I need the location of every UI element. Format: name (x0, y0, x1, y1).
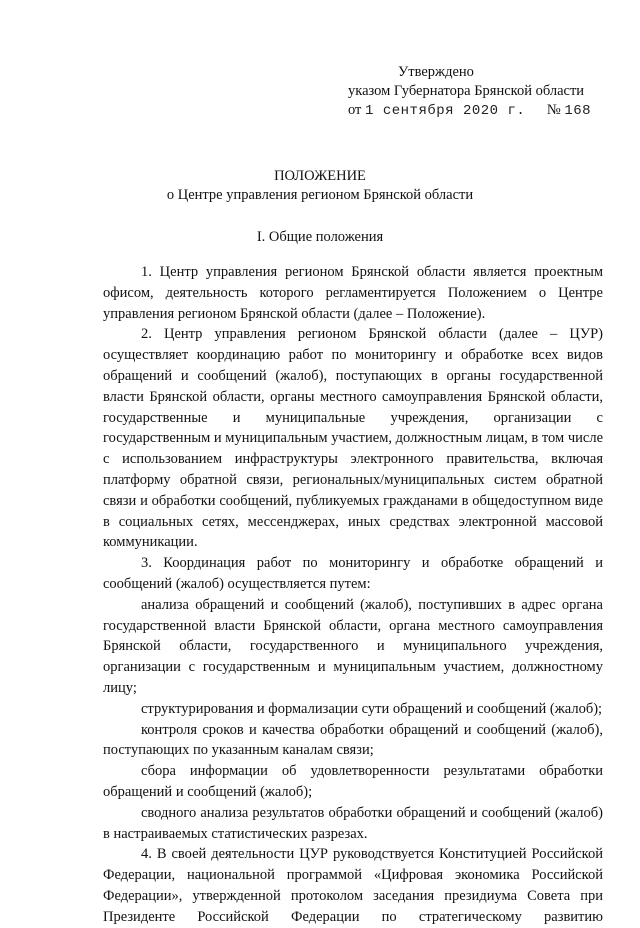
list-item-structuring: структурирования и формализации сути обращений и сообщений (жалоб); (141, 700, 603, 717)
approval-stamp (348, 63, 591, 121)
section-heading: I. Общие положения (256, 229, 384, 245)
paragraph-3: 3. Координация работ по мониторингу и обработке обращений и сообщений (жалоб) осуществляется путем: (103, 555, 603, 592)
document-title: ПОЛОЖЕНИЕ (274, 168, 366, 184)
approval-title: Утверждено (398, 64, 474, 80)
list-item-satisfaction: сбора информации об удовлетворенности результатами обработки обращений и сообщений (жалоб); (103, 763, 603, 800)
list-item-summary: сводного анализа результатов обработки обращений и сообщений (жалоб) в настраиваемых статистических разрезах. (103, 804, 603, 842)
document-body (103, 262, 603, 928)
paragraph-1: 1. Центр управления регионом Брянской области является проектным офисом, деятельность которого регламентируется Положением о Центре управления регионом Брянской области (далее – Положение). (103, 264, 603, 322)
approval-number: 168 (564, 103, 592, 119)
document-subtitle: о Центре управления регионом Брянской области (166, 187, 474, 203)
approval-date-line (348, 101, 591, 121)
list-item-control: контроля сроков и качества обработки обращений и сообщений (жалоб), поступающих по указанным каналам связи; (103, 721, 603, 759)
approval-date: 1 сентября 2020 г. (365, 103, 526, 119)
approval-issuer: указом Губернатора Брянской области (348, 83, 585, 99)
approval-date-prefix: от (348, 102, 362, 118)
paragraph-2: 2. Центр управления регионом Брянской области (далее – ЦУР) осуществляет координацию работ по мониторингу и обработке всех видов обращений и сообщений (жалоб), поступающих в органы государственной власти Брянской области, органы местного самоуправления Брянской области, государственные и муниципальные учреждения, организации с государственным и муниципальным участием, должностным лицам, в том числе с использованием инфраструктуры электронного правительства, включая платформу обратной связи, региональных/муниципальных систем обратной связи и обработки сообщений, публикуемых гражданами в общедоступном виде в социальных сетях, мессенджерах, иных средствах электронной массовой коммуникации. (103, 326, 603, 551)
paragraph-4: 4. В своей деятельности ЦУР руководствуется Конституцией Российской Федерации, национальной программой «Цифровая экономика Российской Федерации», утвержденной протоколом заседания президиума Совета при Президенте Российской Федерации по стратегическому развитию (103, 846, 603, 925)
approval-number-label: № (546, 102, 561, 118)
list-item-analysis: анализа обращений и сообщений (жалоб), поступивших в адрес органа государственной власти Брянской области, органа местного самоуправления Брянской области, государственного и муниципального учреждения, организации с государственным и муниципальным участием, должностному лицу; (103, 596, 603, 696)
